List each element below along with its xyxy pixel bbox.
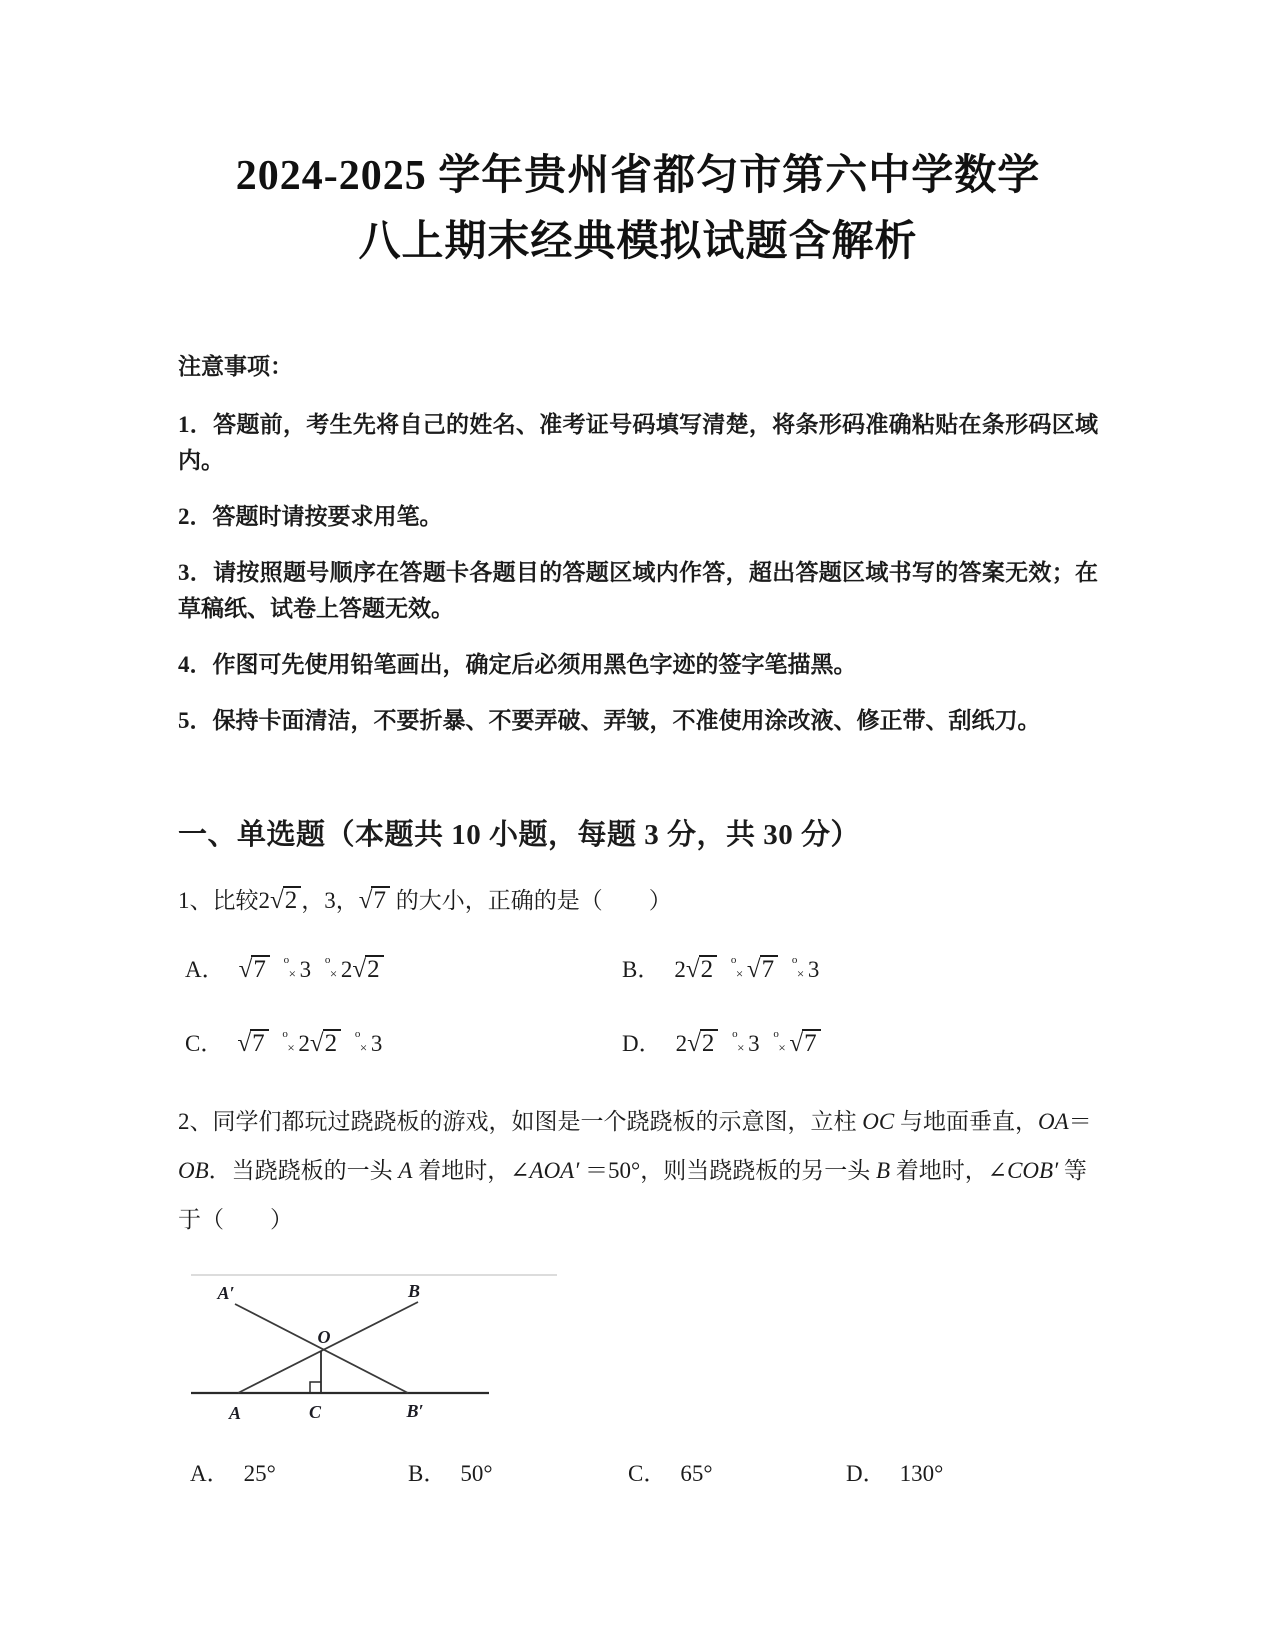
seesaw-line-a-b [238,1302,418,1393]
note-item-3: 3．请按照题号顺序在答题卡各题目的答题区域内作答，超出答题区域书写的答案无效；在草稿纸、试卷上答题无效。 [178,560,1098,621]
option-label: B． [408,1461,447,1486]
option-math: √7 o × 3 o × 2√2 [239,957,384,982]
question-1-stem: 1、比较2√2 ，3，√7 的大小，正确的是（ ） [178,887,672,914]
right-angle-mark [310,1382,321,1393]
notes-heading: 注意事项： [178,354,293,379]
question-1-option-c [185,1025,622,1058]
question-2-options-row [178,1455,1098,1488]
question-2-option-d [846,1455,1098,1488]
option-label: C． [185,1030,224,1056]
question-1-option-b [622,951,1098,984]
note-item-5: 5．保持卡面清洁，不要折暴、不要弄破、弄皱，不准使用涂改液、修正带、刮纸刀。 [178,708,1041,733]
figure-label-c: C [308,1402,322,1422]
question-2-stem: 2、同学们都玩过跷跷板的游戏，如图是一个跷跷板的示意图，立柱 OC 与地面垂直，OA＝OB．当跷跷板的一头 A 着地时，∠AOA′ ＝50°，则当跷跷板的另一头 B 着地时，∠COB′ 等于（ ） [178,1109,1092,1232]
option-label: C． [628,1461,667,1486]
option-label: A． [190,1461,230,1486]
question-2-option-c [628,1455,846,1488]
option-value: 130° [899,1461,944,1486]
option-label: B． [622,956,661,982]
option-math: √7 o × 2√2 o × 3 [237,1027,383,1057]
question-1-options-row-1 [178,945,1098,989]
question-2-option-b [408,1455,628,1488]
paper-title-line1: 2024-2025 学年贵州省都匀市第六中学数学 [235,153,1041,199]
figure-label-o: O [317,1327,331,1347]
question-2-figure [185,1266,565,1431]
option-value: 65° [680,1461,713,1486]
note-item-4: 4．作图可先使用铅笔画出，确定后必须用黑色字迹的签字笔描黑。 [178,652,857,677]
option-label: D． [846,1461,886,1486]
figure-label-b: B [407,1281,421,1301]
paper-title-line2: 八上期末经典模拟试题含解析 [358,219,918,265]
note-item-1: 1．答题前，考生先将自己的姓名、准考证号码填写清楚，将条形码准确粘贴在条形码区域内。 [178,412,1098,473]
question-1-option-d [622,1025,1098,1058]
seesaw-diagram [185,1266,565,1431]
option-value: 50° [460,1461,493,1486]
option-value: 25° [243,1461,276,1486]
option-label: D． [622,1030,662,1056]
option-math: 2√2 o × 3 o × √7 [676,1031,821,1056]
option-math: 2√2 o × √7 o × 3 [674,953,820,983]
figure-label-b-prime: B′ [406,1401,424,1421]
note-item-2: 2．答题时请按要求用笔。 [178,504,443,529]
question-2-option-a [190,1455,408,1488]
page-content [178,0,1098,1488]
question-1-options-row-2 [178,1019,1098,1063]
figure-label-a: A [228,1403,242,1423]
option-label: A． [185,956,225,982]
figure-label-a-prime: A′ [217,1283,235,1303]
paper-title [178,0,1098,275]
section-heading-single-choice: 一、单选题（本题共 10 小题，每题 3 分，共 30 分） [178,819,861,851]
question-1-option-a [185,951,622,984]
